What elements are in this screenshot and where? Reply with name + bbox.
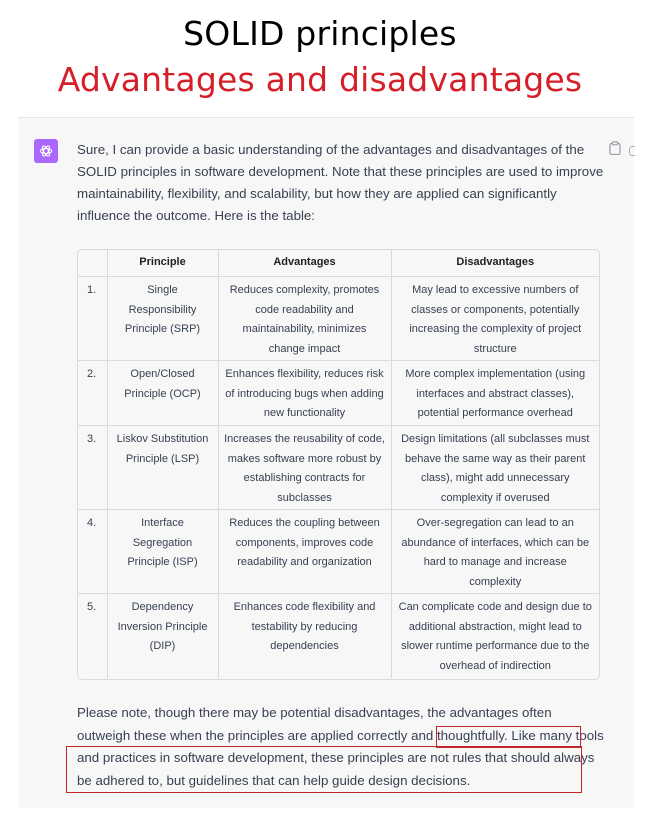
header-num xyxy=(78,250,107,277)
row-number: 1. xyxy=(78,277,107,361)
header-principle: Principle xyxy=(107,250,218,277)
row-principle: Dependency Inversion Principle (DIP) xyxy=(107,594,218,678)
row-number: 2. xyxy=(78,361,107,426)
header-disadvantages: Disadvantages xyxy=(391,250,599,277)
table-row xyxy=(78,594,599,678)
highlight-box xyxy=(66,746,582,793)
message-intro: Sure, I can provide a basic understanding of the advantages and disadvantages of the SOLID principles in software development. Note that these principles are used to improve maintainability, flexibility, and scalability, but how they are applied can significantly influence the outcome. Here is the table: xyxy=(77,142,604,223)
highlighted-text: Like many tools and practices in software development, these principles are not rules that should always be adhered to, but guidelines that can help guide design decisions. xyxy=(77,727,604,788)
solid-table xyxy=(77,249,600,680)
row-number: 4. xyxy=(78,510,107,594)
table-row xyxy=(78,361,599,426)
table-header-row xyxy=(78,250,599,277)
row-disadvantages: May lead to excessive numbers of classes or components, potentially increasing the complexity of project structure xyxy=(391,277,599,361)
table-row xyxy=(78,426,599,510)
row-principle: Liskov Substitution Principle (LSP) xyxy=(107,426,218,510)
clipboard-icon[interactable] xyxy=(609,141,621,155)
table-row xyxy=(78,510,599,594)
row-number: 3. xyxy=(78,426,107,510)
row-disadvantages: Can complicate code and design due to additional abstraction, might lead to slower runtime performance due to the overhead of indirection xyxy=(391,594,599,678)
row-advantages: Enhances code flexibility and testability by reducing dependencies xyxy=(218,594,391,678)
page-title: SOLID principles xyxy=(183,14,457,53)
partial-icon[interactable] xyxy=(629,146,635,156)
row-advantages: Reduces complexity, promotes code readability and maintainability, minimizes change impact xyxy=(218,277,391,361)
row-principle: Interface Segregation Principle (ISP) xyxy=(107,510,218,594)
closing-text: Please note, though there may be potential disadvantages, the advantages often outweigh these when the principles are applied correctly and thoughtfully. xyxy=(77,705,552,743)
highlight-box xyxy=(436,726,581,748)
row-advantages: Enhances flexibility, reduces risk of introducing bugs when adding new functionality xyxy=(218,361,391,426)
row-advantages: Increases the reusability of code, makes software more robust by establishing contracts for subclasses xyxy=(218,426,391,510)
row-disadvantages: Over-segregation can lead to an abundance of interfaces, which can be hard to manage and increase complexity xyxy=(391,510,599,594)
row-disadvantages: More complex implementation (using interfaces and abstract classes), potential performance overhead xyxy=(391,361,599,426)
header-advantages: Advantages xyxy=(218,250,391,277)
openai-logo-icon xyxy=(34,139,58,163)
row-principle: Single Responsibility Principle (SRP) xyxy=(107,277,218,361)
row-number: 5. xyxy=(78,594,107,678)
row-principle: Open/Closed Principle (OCP) xyxy=(107,361,218,426)
row-advantages: Reduces the coupling between components, improves code readability and organization xyxy=(218,510,391,594)
table-row xyxy=(78,277,599,361)
row-disadvantages: Design limitations (all subclasses must behave the same way as their parent class), might add unnecessary complexity if overused xyxy=(391,426,599,510)
page-subtitle: Advantages and disadvantages xyxy=(57,60,583,99)
